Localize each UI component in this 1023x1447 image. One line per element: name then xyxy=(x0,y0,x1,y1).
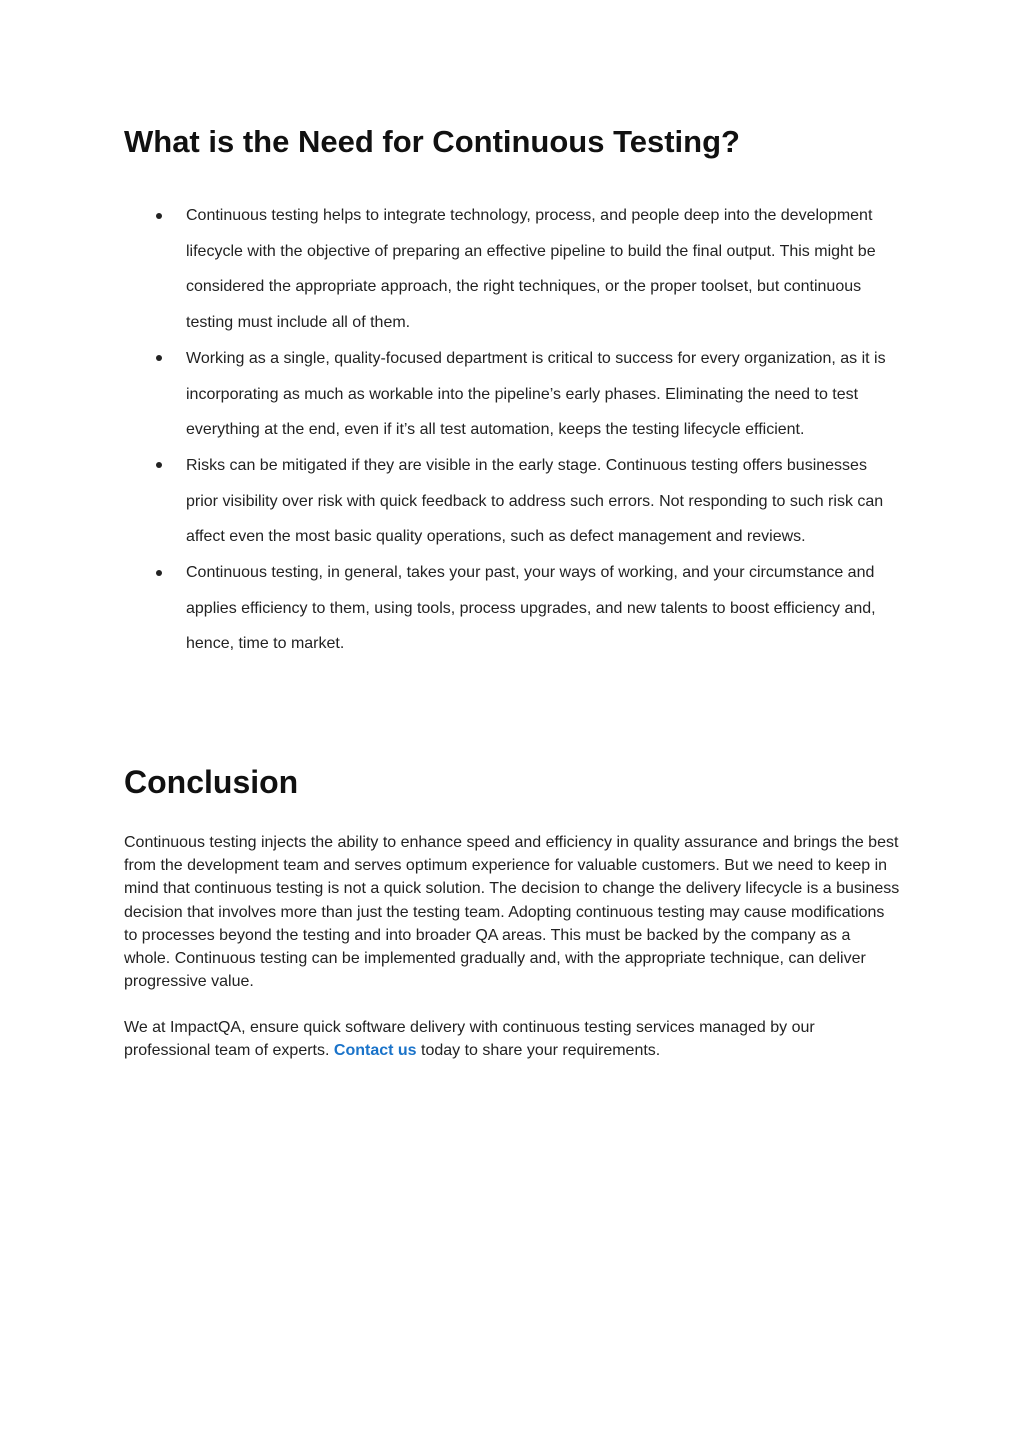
bullet-text: Risks can be mitigated if they are visible in the early stage. Continuous testing offers businesses prior visibility over risk with quick feedback to address such errors. Not responding to such risk can affect even the most basic quality operations, such as defect management and reviews. xyxy=(186,456,884,546)
conclusion-paragraph: Continuous testing injects the ability to enhance speed and efficiency in quality assurance and brings the best from the development team and serves optimum experience for valuable customers. But we need to keep in mind that continuous testing is not a quick solution. The decision to change the delivery lifecycle is a business decision that involves more than just the testing team. Adopting continuous testing may cause modifications to processes beyond the testing and into broader QA areas. This must be backed by the company as a whole. Continuous testing can be implemented gradually and, with the appropriate technique, can deliver progressive value. xyxy=(124,834,900,991)
bullet-item-efficiency xyxy=(124,555,900,662)
bullet-icon xyxy=(156,213,162,219)
bullet-item-risks xyxy=(124,448,900,555)
bullet-text: Continuous testing helps to integrate technology, process, and people deep into the development lifecycle with the objective of preparing an effective pipeline to build the final output. This might be considered the appropriate approach, the right techniques, or the proper toolset, but continuous testing must include all of them. xyxy=(186,207,876,332)
bullet-text: Continuous testing, in general, takes your past, your ways of working, and your circumstance and applies efficiency to them, using tools, process upgrades, and new talents to boost efficiency and, hence, time to market. xyxy=(186,564,876,653)
contact-paragraph-lead: We at ImpactQA, ensure quick software delivery with continuous testing services managed by our professional team of experts. xyxy=(124,1019,815,1060)
contact-paragraph-tail: today to share your requirements. xyxy=(416,1042,661,1060)
section-heading-continuous-testing: What is the Need for Continuous Testing? xyxy=(124,124,740,159)
bullet-icon xyxy=(156,355,162,361)
contact-paragraph xyxy=(124,1016,900,1062)
need-bullet-list xyxy=(124,198,900,662)
bullet-icon xyxy=(156,570,162,576)
bullet-text: Working as a single, quality-focused department is critical to success for every organization, as it is incorporating as much as workable into the pipeline’s early phases. Eliminating the need to test everything at the end, even if it’s all test automation, keeps the testing lifecycle efficient. xyxy=(186,349,886,439)
section-heading-conclusion: Conclusion xyxy=(124,764,299,800)
bullet-icon xyxy=(156,462,162,468)
bullet-item-integration xyxy=(124,198,900,341)
contact-us-link[interactable]: Contact us xyxy=(333,1042,417,1060)
bullet-item-quality-department xyxy=(124,341,900,448)
